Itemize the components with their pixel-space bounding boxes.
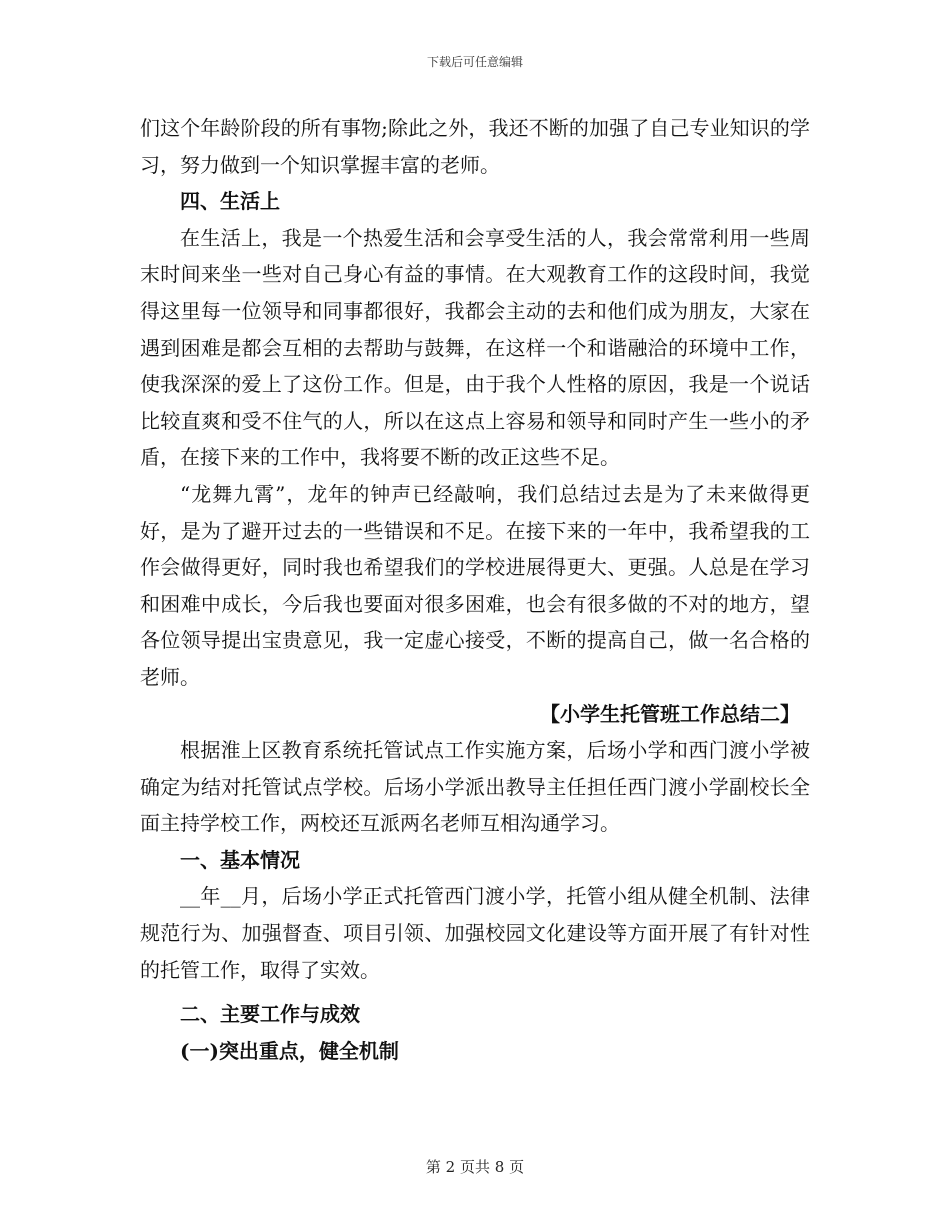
paragraph-life: 在生活上，我是一个热爱生活和会享受生活的人，我会常常利用一些周末时间来坐一些对自己身心有益的事情。在大观教育工作的这段时间，我觉得这里每一位领导和同事都很好，我都会主动的去和他们成为朋友，大家在遇到困难是都会互相的去帮助与鼓舞，在这样一个和谐融洽的环境中工作，使我深深的爱上了这份工作。但是，由于我个人性格的原因，我是一个说话比较直爽和受不住气的人，所以在这点上容易和领导和同时产生一些小的矛盾，在接下来的工作中，我将要不断的改正这些不足。 [140, 225, 810, 470]
paragraph-trusteeship-plan: 根据淮上区教育系统托管试点工作实施方案，后场小学和西门渡小学被确定为结对托管试点学校。后场小学派出教导主任担任西门渡小学副校长全面主持学校工作，两校还互派两名老师互相沟通学习。 [140, 738, 810, 836]
paragraph-basic-situation: __年__月，后场小学正式托管西门渡小学，托管小组从健全机制、法律规范行为、加强督查、项目引领、加强校园文化建设等方面开展了有针对性的托管工作，取得了实效。 [140, 884, 810, 982]
heading-sub-one: (一)突出重点，健全机制 [180, 1038, 399, 1063]
heading-basic-situation: 一、基本情况 [180, 847, 300, 872]
heading-main-work: 二、主要工作与成效 [180, 1002, 360, 1027]
paragraph-continuation: 们这个年龄阶段的所有事物;除此之外，我还不断的加强了自己专业知识的学习，努力做到一个知识掌握丰富的老师。 [140, 116, 810, 177]
document-body [140, 110, 810, 1069]
section-title: 【小学生托管班工作总结二】 [540, 701, 800, 726]
page-footer: 第 2 页共 8 页 [425, 1158, 525, 1176]
page-header: 下载后可任意编辑 [426, 55, 523, 69]
paragraph-dragon-year: “龙舞九霄”，龙年的钟声已经敲响，我们总结过去是为了未来做得更好，是为了避开过去的一些错误和不足。在接下来的一年中，我希望我的工作会做得更好，同时我也希望我们的学校进展得更大、更强。人总是在学习和困难中成长，今后我也要面对很多困难，也会有很多做的不对的地方，望各位领导提出宝贵意见，我一定虚心接受，不断的提高自己，做一名合格的老师。 [140, 481, 810, 689]
heading-life: 四、生活上 [180, 189, 280, 214]
